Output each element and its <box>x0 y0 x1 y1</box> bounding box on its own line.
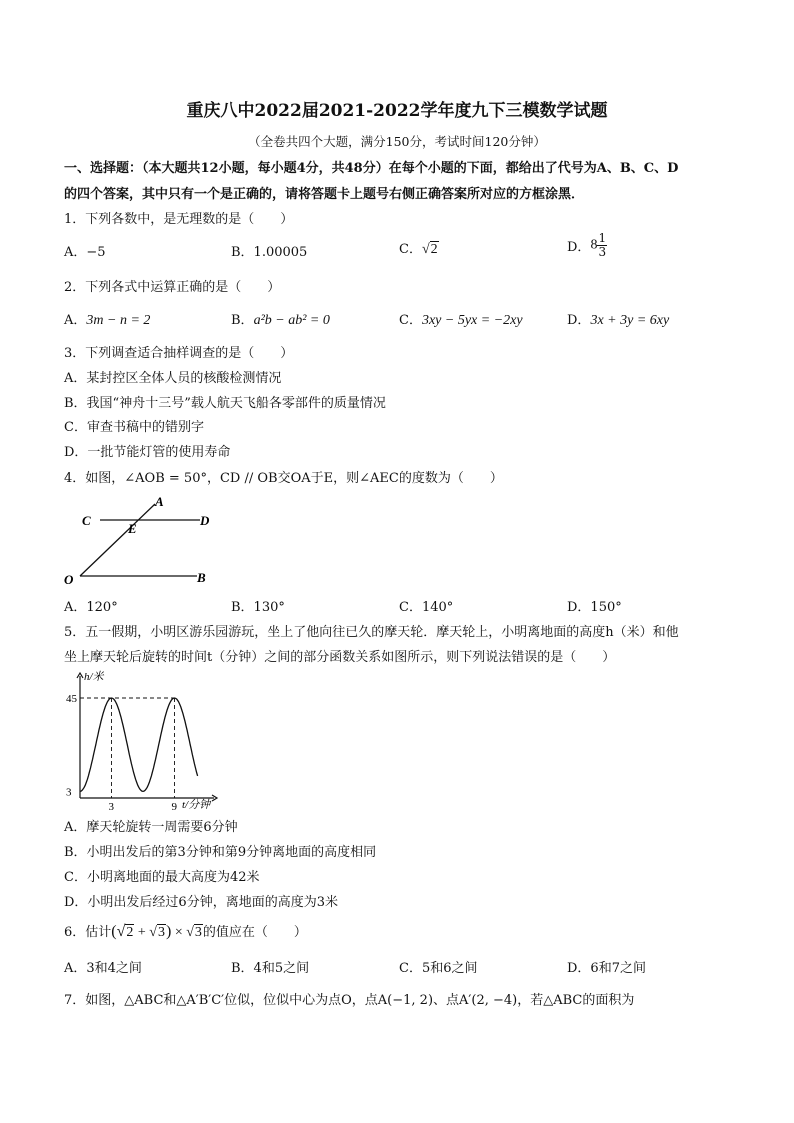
q3-option-b: B．我国“神舟十三号”载人航天飞船各零部件的质量情况 <box>64 396 386 411</box>
q4-stem: 4．如图，∠AOB = 50°，CD // OB交OA于E，则∠AEC的度数为（ ） <box>64 471 503 486</box>
q3-option-d: D．一批节能灯管的使用寿命 <box>64 445 231 460</box>
q1-option-d-whole: 8 <box>590 237 598 253</box>
y-axis-label: h/米 <box>84 671 104 683</box>
q3-option-a: A．某封控区全体人员的核酸检测情况 <box>64 371 282 386</box>
q5-stem-line1: 5．五一假期，小明区游乐园游玩，坐上了他向往已久的摩天轮．摩天轮上，小明离地面的高度h（米）和他 <box>64 625 679 640</box>
q6-option-d: D．6和7之间 <box>567 961 646 976</box>
q1-option-c: C．√2 <box>399 242 438 257</box>
q1-option-d-denominator: 3 <box>598 245 607 259</box>
y-tick-label: 3 <box>66 786 72 799</box>
label-e: E <box>128 521 137 536</box>
q4-option-c: C．140° <box>399 600 454 615</box>
q3-stem: 3．下列调查适合抽样调查的是（ ） <box>64 346 294 361</box>
q5-option-a: A．摩天轮旋转一周需要6分钟 <box>64 820 238 835</box>
q6-root-3b: 3 <box>194 925 202 940</box>
label-b: B <box>197 570 206 585</box>
q6-option-b: B．4和5之间 <box>231 961 310 976</box>
q2-option-d-expr: 3x + 3y = 6xy <box>590 313 670 328</box>
x-tick-label: 3 <box>108 801 114 810</box>
q6-stem-suffix: 的值应在（ ） <box>202 925 307 940</box>
q5-option-b: B．小明出发后的第3分钟和第9分钟离地面的高度相同 <box>64 845 377 860</box>
q1-option-d-numerator: 1 <box>598 231 607 245</box>
q2-option-c-label: C． <box>399 313 422 328</box>
q1-option-c-label: C． <box>399 242 422 257</box>
q2-option-a <box>64 309 150 329</box>
q1-option-c-value: 2 <box>430 242 438 257</box>
q6-stem: 6．估计(√2 + √3) × √3的值应在（ ） <box>64 923 307 940</box>
line-oa <box>80 504 155 576</box>
q5-function-graph <box>62 668 222 810</box>
x-axis-label: t/分钟 <box>182 799 211 810</box>
section-heading-line2: 的四个答案，其中只有一个是正确的，请将答题卡上题号右侧正确答案所对应的方框涂黑． <box>64 187 585 202</box>
q5-stem-line2: 坐上摩天轮后旋转的时间t（分钟）之间的部分函数关系如图所示，则下列说法错误的是（ ） <box>64 650 616 665</box>
page-title: 重庆八中2022届2021-2022学年度九下三模数学试题 <box>186 101 608 121</box>
label-o: O <box>64 572 74 587</box>
exam-info: （全卷共四个大题，满分150分，考试时间120分钟） <box>248 134 546 149</box>
label-d: D <box>200 513 210 528</box>
q2-option-d-label: D． <box>567 313 591 328</box>
q1-stem: 1．下列各数中，是无理数的是（ ） <box>64 212 294 227</box>
q1-option-d <box>567 232 607 259</box>
q6-stem-prefix: 6．估计 <box>64 925 112 940</box>
q2-option-b <box>231 309 330 329</box>
q6-option-a: A．3和4之间 <box>64 961 142 976</box>
q1-option-d-label: D． <box>567 240 591 255</box>
q2-option-c-expr: 3xy − 5yx = −2xy <box>421 313 523 328</box>
q7-stem: 7．如图，△ABC和△A′B′C′位似，位似中心为点O，点A(−1, 2)、点A′(2, −4)，若△ABC的面积为 <box>64 993 635 1008</box>
series-line <box>80 698 198 791</box>
x-tick-label: 9 <box>171 801 177 810</box>
chart-guide-lines <box>80 698 175 798</box>
q2-option-a-label: A． <box>64 313 87 328</box>
q1-option-a: A．−5 <box>64 245 106 260</box>
q6-root-2: 2 <box>126 925 134 940</box>
q2-stem: 2．下列各式中运算正确的是（ ） <box>64 280 281 295</box>
q5-option-c: C．小明离地面的最大高度为42米 <box>64 870 260 885</box>
q4-option-b: B．130° <box>231 600 285 615</box>
q5-option-d: D．小明出发后经过6分钟，离地面的高度为3米 <box>64 895 338 910</box>
q2-option-b-expr: a²b − ab² = 0 <box>253 313 330 328</box>
label-a: A <box>155 494 164 509</box>
q3-option-c: C．审查书稿中的错别字 <box>64 420 204 435</box>
q2-option-b-label: B． <box>231 313 254 328</box>
q4-option-d: D．150° <box>567 600 622 615</box>
q4-option-a: A．120° <box>64 600 118 615</box>
label-c: C <box>82 513 91 528</box>
q2-option-a-expr: 3m − n = 2 <box>86 313 151 328</box>
q4-geometry-figure <box>60 488 230 588</box>
section-heading-line1: 一、选择题：（本大题共12小题，每小题4分，共48分）在每个小题的下面，都给出了代号为A、B、C、D <box>64 161 679 176</box>
q2-option-c <box>399 309 523 329</box>
q1-option-b: B．1.00005 <box>231 245 308 260</box>
q2-option-d <box>567 309 669 329</box>
chart-tick-labels <box>66 693 178 810</box>
q6-option-c: C．5和6之间 <box>399 961 478 976</box>
y-tick-label: 45 <box>66 693 77 705</box>
q6-root-3a: 3 <box>157 925 165 940</box>
